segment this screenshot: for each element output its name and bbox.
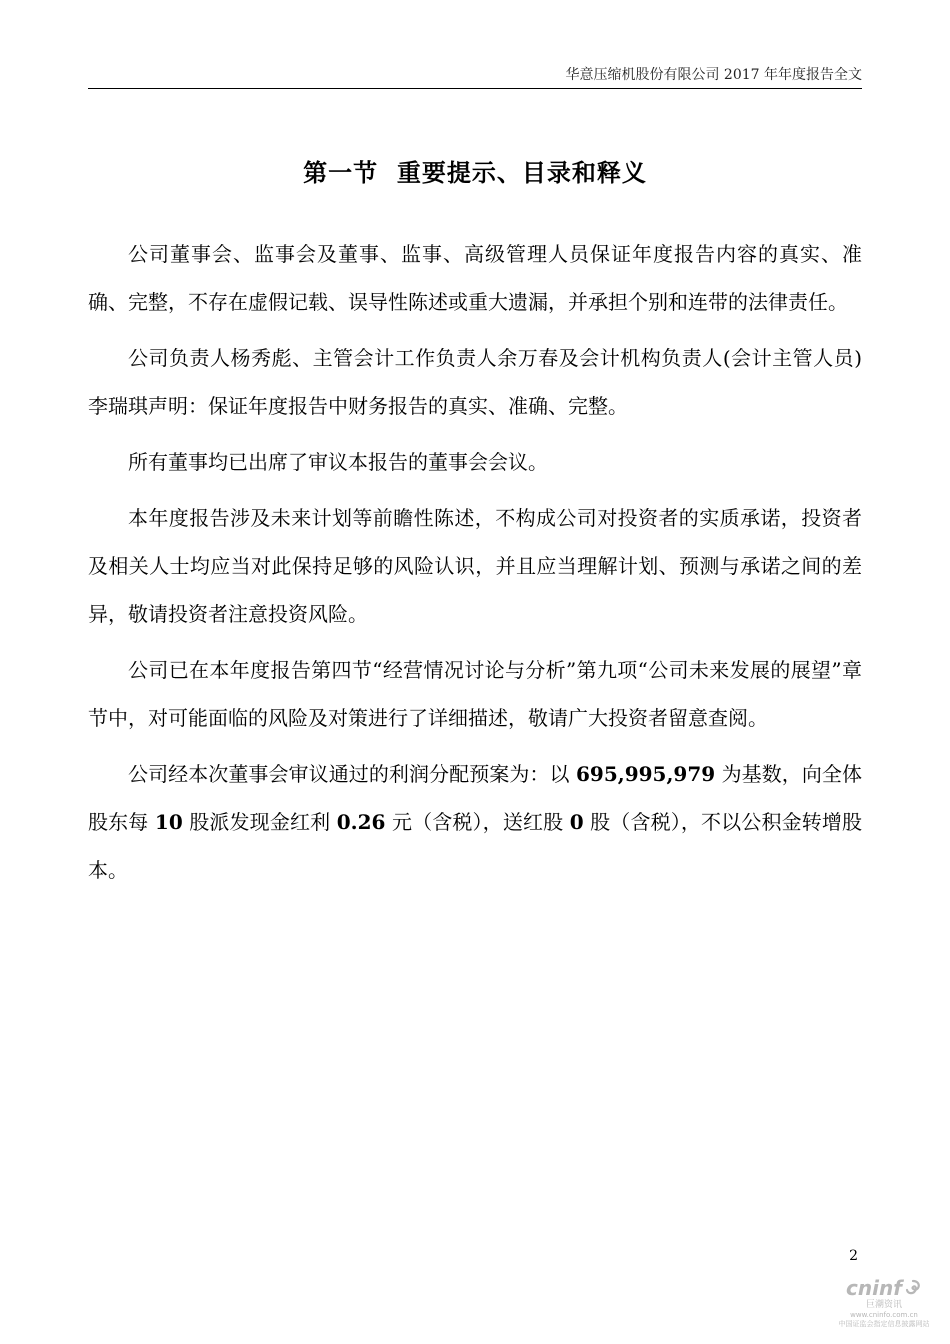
watermark-url: www.cninfo.com.cn (850, 1311, 918, 1319)
cninfo-watermark (828, 1276, 940, 1336)
dividend-per-shares: 10 (154, 810, 183, 834)
section-title: 第一节 重要提示、目录和释义 (303, 158, 647, 187)
dividend-bonus-shares: 0 (569, 810, 584, 834)
paragraph-risk-reference: 公司已在本年度报告第四节“经营情况讨论与分析”第九项“公司未来发展的展望”章节中，对可能面临的风险及对策进行了详细描述，敬请广大投资者留意查阅。 (88, 658, 862, 730)
running-header: 华意压缩机股份有限公司 2017 年年度报告全文 (565, 67, 862, 83)
header-divider (88, 88, 862, 89)
dividend-text: 股（含税），不以公积金转增股本。 (88, 810, 863, 882)
paragraph-attendance: 所有董事均已出席了审议本报告的董事会会议。 (128, 450, 548, 474)
dividend-text: 公司经本次董事会审议通过的利润分配预案为：以 (128, 762, 576, 786)
paragraph-board-statement: 公司董事会、监事会及董事、监事、高级管理人员保证年度报告内容的真实、准确、完整，不存在虚假记载、误导性陈述或重大遗漏，并承担个别和连带的法律责任。 (88, 242, 862, 314)
page-number: 2 (849, 1248, 858, 1264)
body-text (88, 230, 862, 902)
watermark-logo (828, 1276, 940, 1300)
dividend-text: 股派发现金红利 (182, 810, 337, 834)
dividend-share-base: 695,995,979 (575, 762, 716, 786)
dividend-text: 为基数，向全体股东每 (88, 762, 863, 834)
paragraph-forward-looking: 本年度报告涉及未来计划等前瞻性陈述，不构成公司对投资者的实质承诺，投资者及相关人士均应当对此保持足够的风险认识，并且应当理解计划、预测与承诺之间的差异，敬请投资者注意投资风险。 (88, 506, 862, 626)
swirl-icon (904, 1279, 922, 1297)
paragraph-officer-declaration: 公司负责人杨秀彪、主管会计工作负责人余万春及会计机构负责人(会计主管人员)李瑞琪声明：保证年度报告中财务报告的真实、准确、完整。 (88, 346, 862, 418)
paragraph-dividend-plan (88, 750, 862, 894)
dividend-cash-amount: 0.26 (336, 810, 386, 834)
watermark-name: 巨潮资讯 (865, 1300, 902, 1310)
watermark-tagline: 中国证监会指定信息披露网站 (838, 1320, 930, 1328)
dividend-text: 元（含税），送红股 (385, 810, 570, 834)
watermark-logo-text: cninf (846, 1276, 902, 1300)
